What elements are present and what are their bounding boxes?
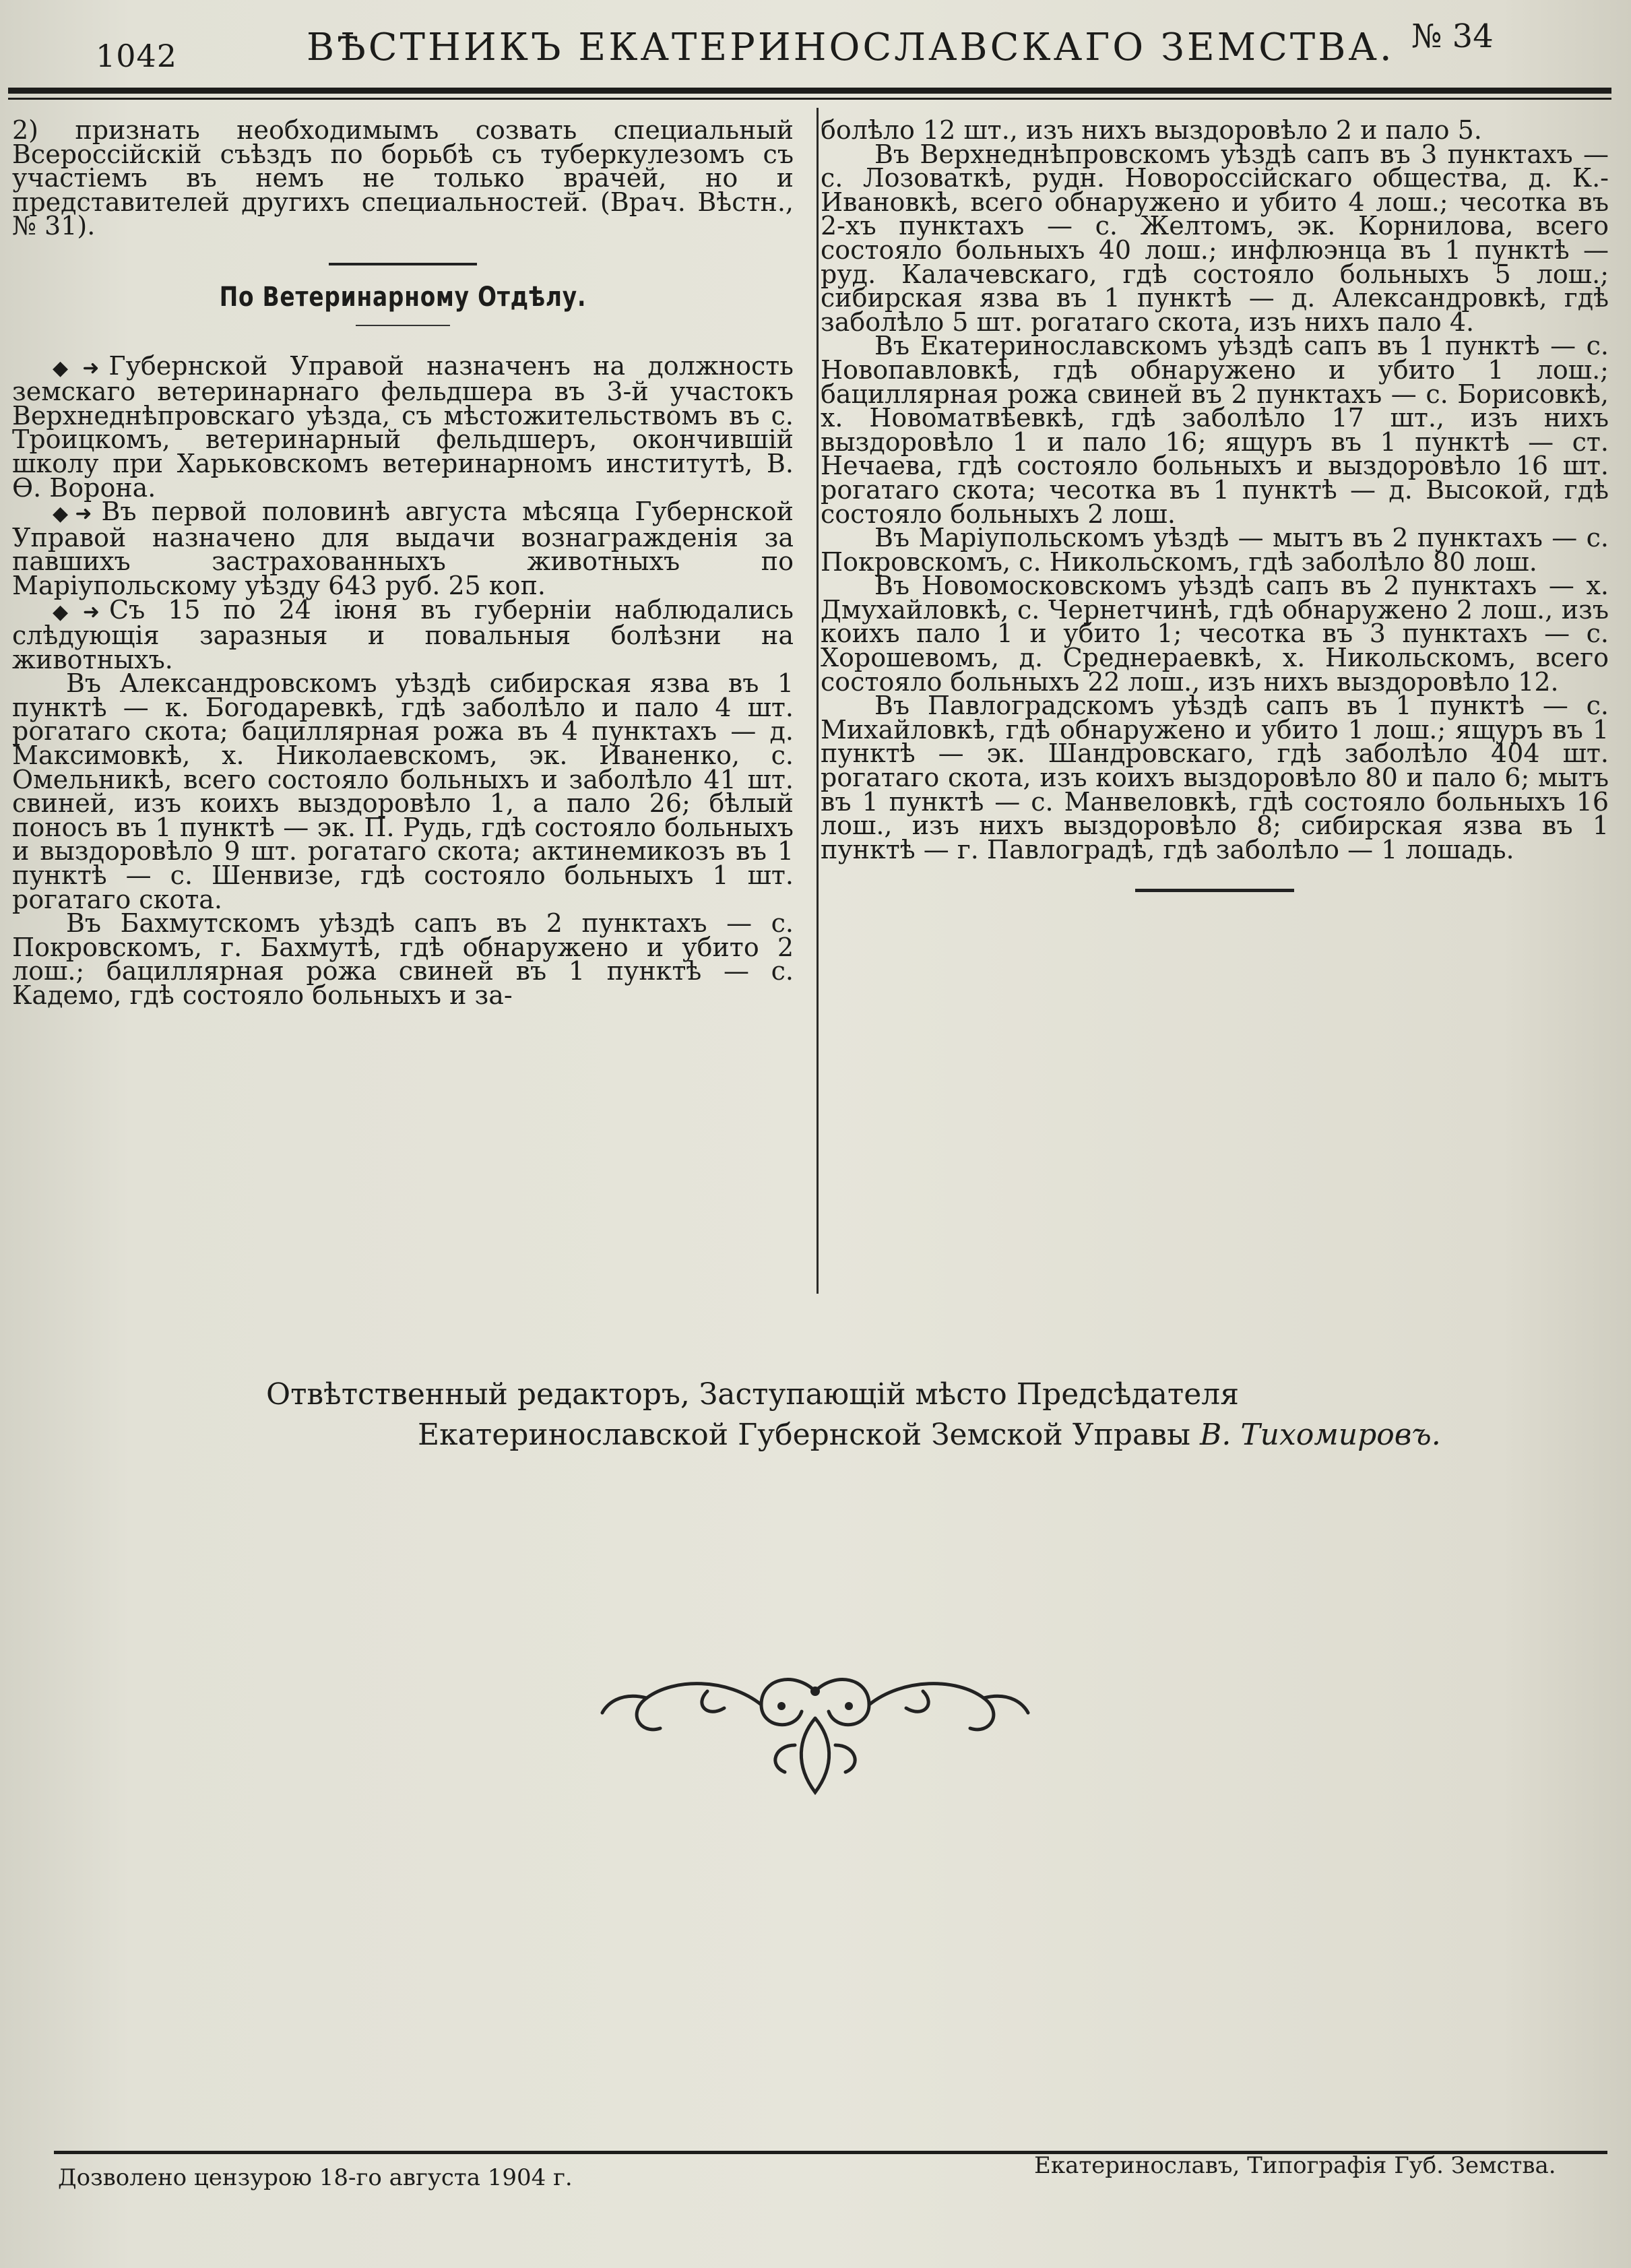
- article-paragraph: [12, 594, 794, 674]
- editor-name: В. Тихомировъ.: [1200, 1418, 1441, 1452]
- report-paragraph: Въ Бахмутскомъ уѣздѣ сапъ въ 2 пунктахъ — с. Покровскомъ, г. Бахмутѣ, гдѣ обнаружено и убито 2 лош.; бациллярная рожа свиней въ 1 пунктѣ — с. Кадемо, гдѣ состояло больныхъ и за-: [12, 908, 794, 1010]
- page-header: [0, 7, 1631, 88]
- intro-paragraph: 2) признать необходимымъ созвать специальный Всероссійскій съѣздъ по борьбѣ съ туберкулезомъ съ участіемъ въ немъ не только врачей, но и представителей другихъ специальностей. (Врач. Вѣстн., № 31).: [12, 115, 794, 241]
- column-divider: [817, 108, 819, 1294]
- article-paragraph: [12, 497, 794, 600]
- report-paragraph: Въ Верхнеднѣпровскомъ уѣздѣ сапъ въ 3 пунктахъ — с. Лозоваткѣ, рудн. Новороссійскаго общества, д. К.-Ивановкѣ, всего обнаружено и убито 4 лош.; чесотка въ 2-хъ пунктахъ — с. Желтомъ, эк. Корнилова, всего состояло больныхъ 40 лош.; инфлюэнца въ 1 пунктѣ — руд. Калачевскаго, гдѣ состояло больныхъ 5 лош.; сибирская язва въ 1 пунктѣ — д. Александровкѣ, гдѣ заболѣло 5 шт. рогатаго скота, изъ нихъ пало 4.: [821, 139, 1609, 337]
- section-rule: [329, 263, 477, 265]
- left-column: [12, 115, 794, 1010]
- censor-note: Дозволено цензурою 18-го августа 1904 г.: [58, 2164, 573, 2191]
- vignette-ornament: [593, 1664, 1037, 1799]
- editor-line-1: Отвѣтственный редакторъ, Заступающій мѣсто Предсѣдателя: [266, 1377, 1239, 1412]
- report-paragraph: Въ Екатеринославскомъ уѣздѣ сапъ въ 1 пунктѣ — с. Новопавловкѣ, гдѣ обнаружено и убито 1 лош.; бациллярная рожа свиней въ 2 пунктахъ — с. Борисовкѣ, х. Новоматвѣевкѣ, гдѣ заболѣло 17 шт., изъ нихъ выздоровѣло 1 и пало 16; ящуръ въ 1 пунктѣ — ст. Нечаева, гдѣ состояло больныхъ и выздоровѣло 16 шт. рогатаго скота; чесотка въ 1 пунктѣ — д. Высокой, гдѣ состояло больныхъ 2 лош.: [821, 331, 1609, 529]
- editor-line-2: [418, 1415, 1441, 1455]
- column-end-rule: [1135, 889, 1294, 892]
- editor-office: Екатеринославской Губернской Земской Управы: [418, 1418, 1191, 1452]
- page-number: 1042: [96, 38, 178, 74]
- paragraph-text: Въ первой половинѣ августа мѣсяца Губернской Управой назначено для выдачи вознагражденія за павшихъ застрахованныхъ животныхъ по Маріупольскому уѣзду 643 руб. 25 коп.: [12, 497, 794, 600]
- issue-number: № 34: [1411, 18, 1494, 55]
- continued-paragraph: болѣло 12 шт., изъ нихъ выздоровѣло 2 и пало 5.: [821, 115, 1482, 145]
- diamond-arrow-icon: ◆➜: [53, 356, 100, 380]
- article-paragraph: [12, 350, 794, 503]
- paragraph-text: Съ 15 по 24 іюня въ губерніи наблюдались слѣдующія заразныя и повальныя болѣзни на животныхъ.: [12, 594, 794, 674]
- printer-note: Екатеринославъ, Типографія Губ. Земства.: [1034, 2152, 1556, 2179]
- report-paragraph: Въ Павлоградскомъ уѣздѣ сапъ въ 1 пунктѣ — с. Михайловкѣ, гдѣ обнаружено и убито 1 лош.; ящуръ въ 1 пунктѣ — эк. Шандровскаго, гдѣ заболѣло 404 шт. рогатаго скота, изъ коихъ выздоровѣло 80 и пало 6; мытъ въ 1 пунктѣ — с. Манвеловкѣ, гдѣ состояло больныхъ 16 лош., изъ нихъ выздоровѣло 8; сибирская язва въ 1 пунктѣ — г. Павлоградѣ, гдѣ заболѣло — 1 лошадь.: [821, 691, 1609, 864]
- diamond-arrow-icon: ◆➜: [53, 600, 100, 624]
- right-column: [821, 115, 1609, 892]
- report-paragraph: Въ Александровскомъ уѣздѣ сибирская язва въ 1 пунктѣ — к. Богодаревкѣ, гдѣ заболѣло и пало 4 шт. рогатаго скота; бациллярная рожа въ 4 пунктахъ — д. Максимовкѣ, х. Николаевскомъ, эк. Иваненко, с. Омельникѣ, всего состояло больныхъ и заболѣло 41 шт. свиней, изъ коихъ выздоровѣло 1, а пало 26; бѣлый поносъ въ 1 пунктѣ — эк. П. Рудь, гдѣ состояло больныхъ и выздоровѣло 9 шт. рогатаго скота; актинемикозъ въ 1 пунктѣ — с. Шенвизе, гдѣ состояло больныхъ 1 шт. рогатаго скота.: [12, 668, 794, 914]
- report-paragraph: Въ Маріупольскомъ уѣздѣ — мытъ въ 2 пунктахъ — с. Покровскомъ, с. Никольскомъ, гдѣ заболѣло 80 лош.: [821, 523, 1609, 577]
- diamond-arrow-icon: ◆➜: [53, 502, 92, 526]
- report-paragraph: Въ Новомосковскомъ уѣздѣ сапъ въ 2 пунктахъ — х. Дмухайловкѣ, с. Чернетчинѣ, гдѣ обнаружено 2 лош., изъ коихъ пало 1 и убито 1; чесотка въ 3 пунктахъ — с. Хорошевомъ, д. Среднераевкѣ, х. Никольскомъ, всего состояло больныхъ 22 лош., изъ нихъ выздоровѣло 12.: [821, 571, 1609, 697]
- paragraph-text: Губернской Управой назначенъ на должность земскаго ветеринарнаго фельдшера въ 3-й участокъ Верхнеднѣпровскаго уѣзда, съ мѣстожительствомъ въ с. Троицкомъ, ветеринарный фельдшеръ, окончившій школу при Харьковскомъ ветеринарномъ институтѣ, В. Ѳ. Ворона.: [12, 350, 794, 503]
- journal-title: ВѢСТНИКЪ ЕКАТЕРИНОСЛАВСКАГО ЗЕМСТВА.: [307, 26, 1395, 69]
- header-rule-thick: [8, 88, 1611, 94]
- header-rule-thin: [8, 98, 1611, 100]
- section-title: По Ветеринарному Отдѣлу.: [219, 281, 587, 313]
- section-subrule: [356, 325, 450, 326]
